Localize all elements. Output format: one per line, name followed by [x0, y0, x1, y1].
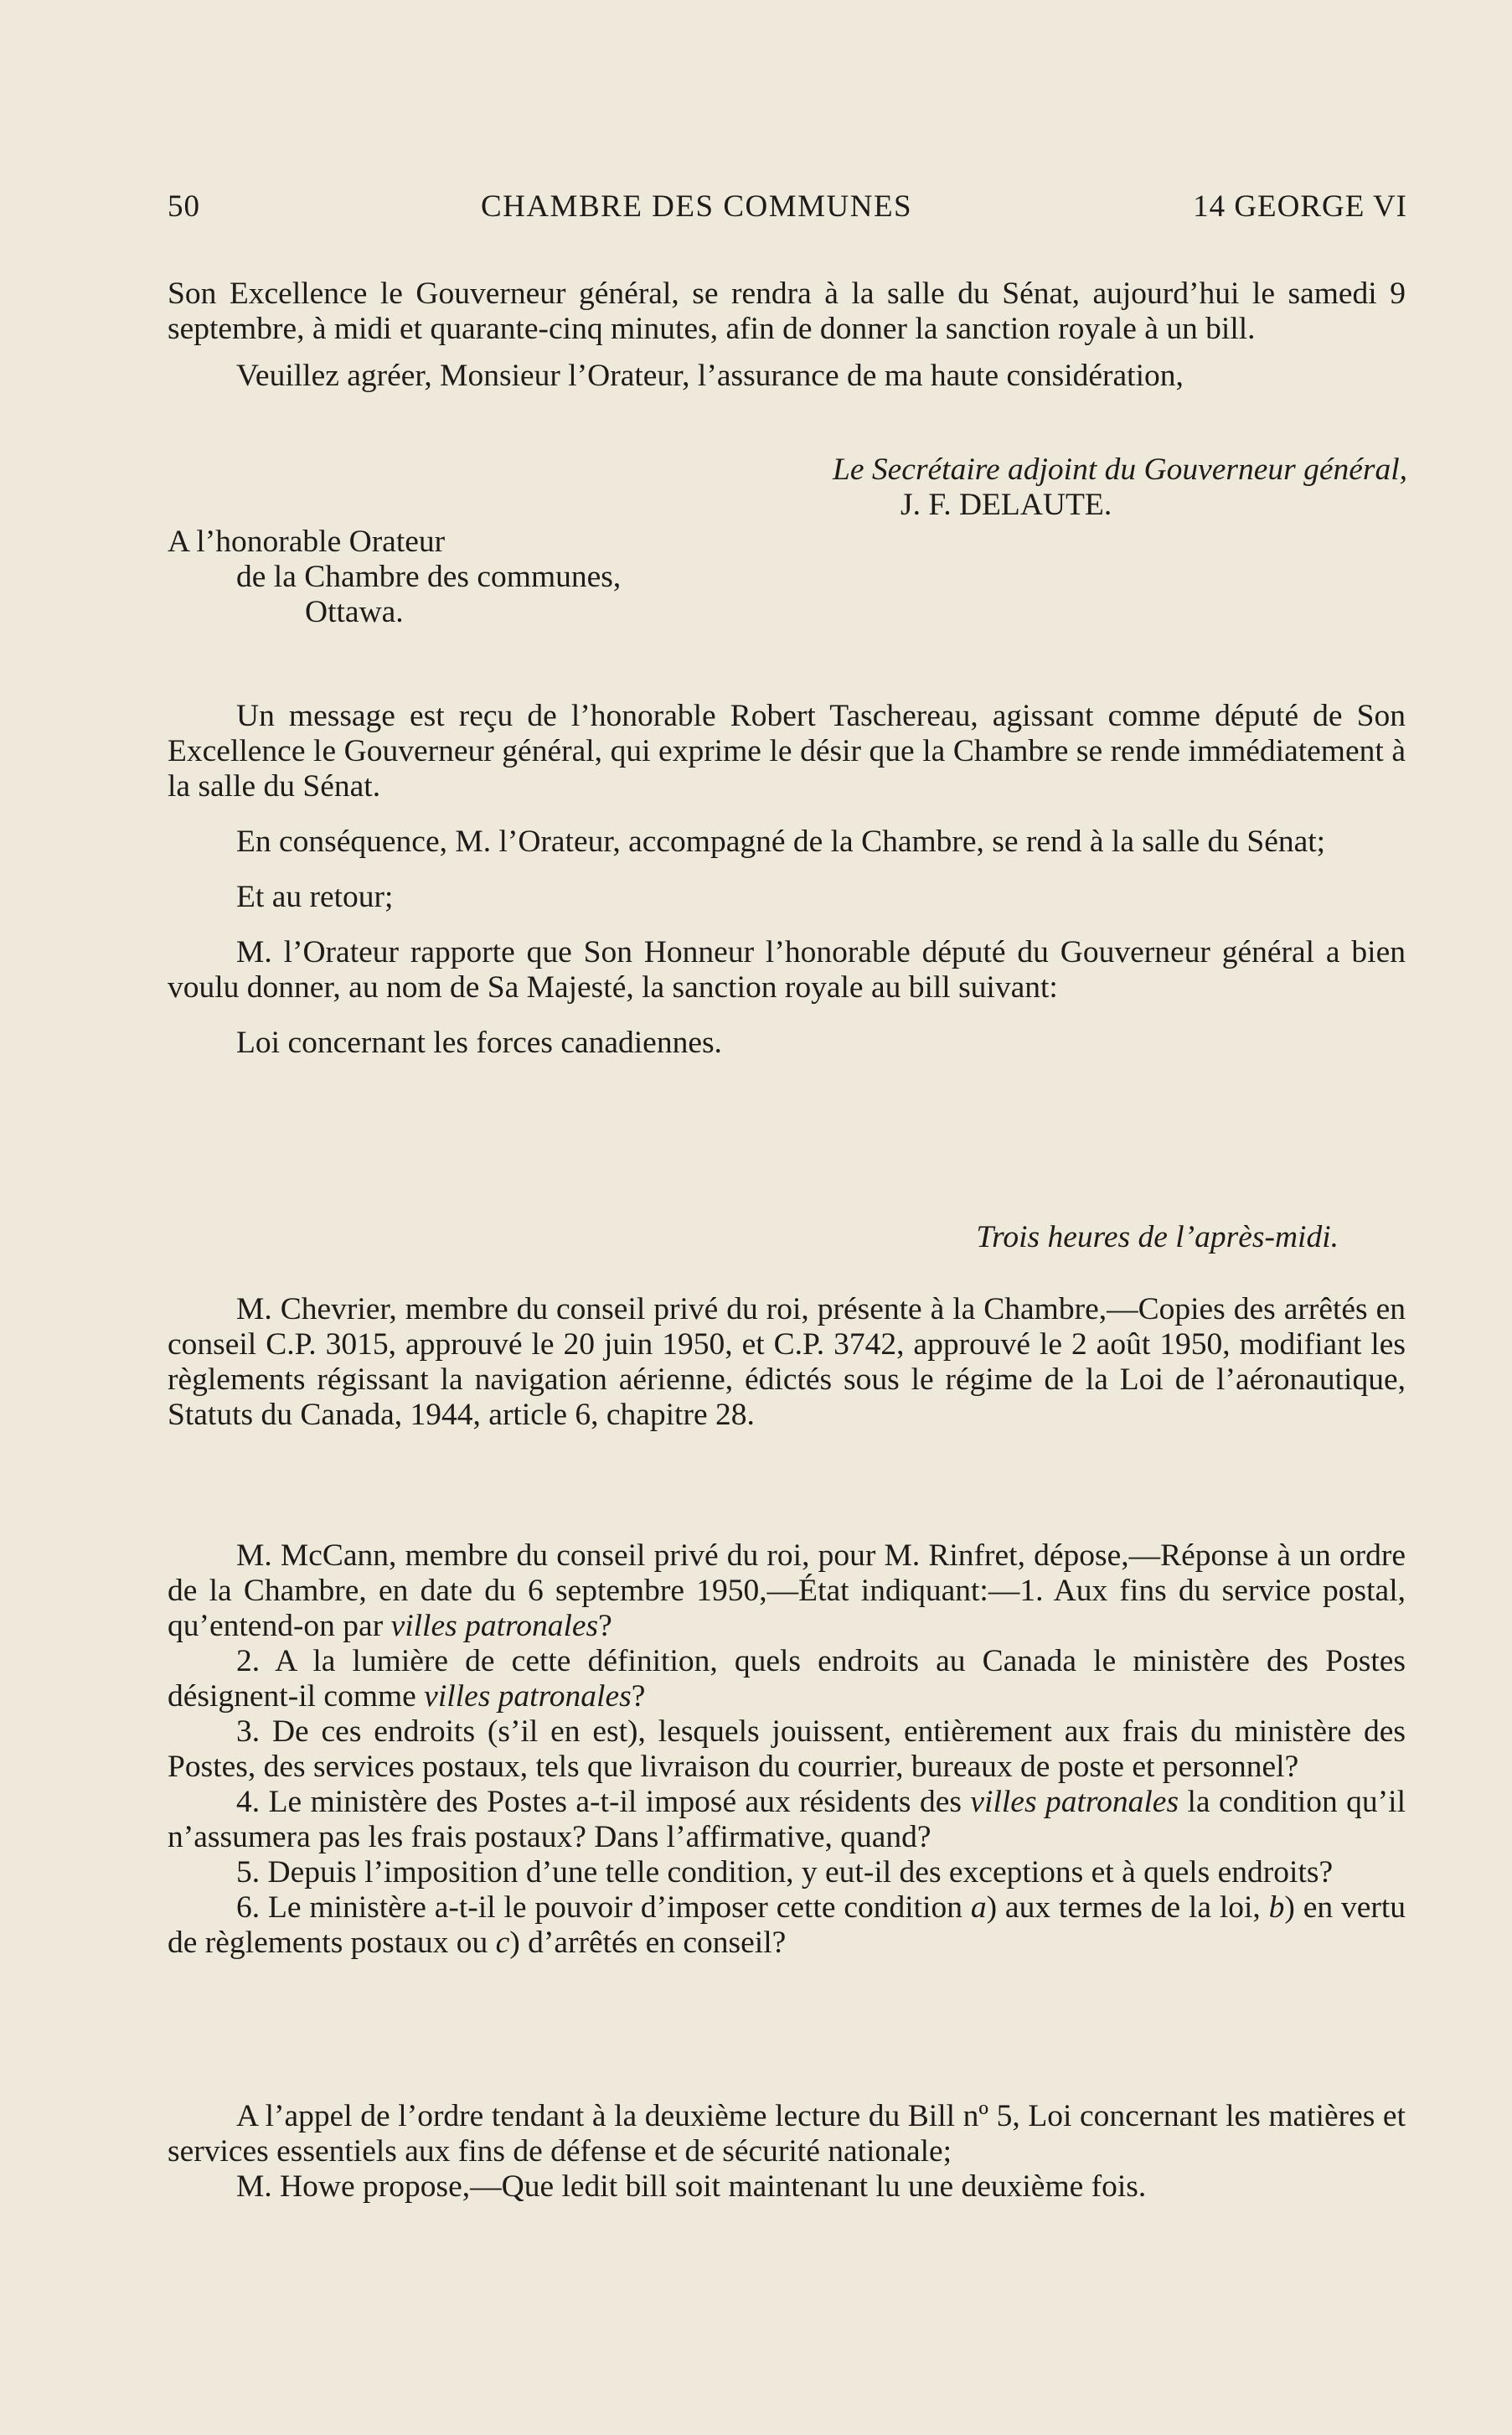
reign-year: 14 GEORGE VI	[1193, 189, 1407, 224]
running-title: CHAMBRE DES COMMUNES	[480, 189, 913, 224]
signature-title: Le Secrétaire adjoint du Gouverneur général,	[833, 452, 1407, 487]
letter-paragraph: Son Excellence le Gouverneur général, se rendra à la salle du Sénat, aujourd’hui le samedi 9 septembre, à midi et quarante-cinq minutes, afin de donner la sanction royale à un bill.	[168, 277, 1406, 346]
question-2: 2. A la lumière de cette définition, quels endroits au Canada le ministère des Postes désignent-il comme villes patronales?	[168, 1644, 1406, 1714]
chevrier-paragraph: M. Chevrier, membre du conseil privé du roi, présente à la Chambre,—Copies des arrêtés en conseil C.P. 3015, approuvé le 20 juin 1950, et C.P. 3742, approuvé le 2 août 1950, modifiant les règlements régissant la navigation aérienne, édictés sous le régime de la Loi de l’aéronautique, Statuts du Canada, 1944, article 6, chapitre 28.	[168, 1292, 1406, 1432]
question-6: 6. Le ministère a-t-il le pouvoir d’imposer cette condition a) aux termes de la loi, b) en vertu de règlements postaux ou c) d’arrêtés en conseil?	[168, 1890, 1406, 1960]
message-paragraph: Et au retour;	[236, 880, 394, 914]
page-number: 50	[168, 189, 200, 224]
letter-body	[168, 277, 1406, 394]
address-line: de la Chambre des communes,	[236, 560, 622, 594]
letter-closing: Veuillez agréer, Monsieur l’Orateur, l’assurance de ma haute considération,	[236, 359, 1184, 393]
address-block	[168, 525, 1406, 630]
message-paragraph: M. l’Orateur rapporte que Son Honneur l’honorable député du Gouverneur général a bien voulu donner, au nom de Sa Majesté, la sanction royale au bill suivant:	[168, 935, 1406, 1005]
address-line: A l’honorable Orateur	[168, 525, 446, 559]
chevrier-entry	[168, 1292, 1406, 1433]
message-paragraph: En conséquence, M. l’Orateur, accompagné de la Chambre, se rend à la salle du Sénat;	[236, 825, 1326, 859]
message-paragraph: Un message est reçu de l’honorable Robert Taschereau, agissant comme député de Son Excellence le Gouverneur général, qui exprime le désir que la Chambre se rende immédiatement à la salle du Sénat.	[168, 699, 1406, 804]
address-line: Ottawa.	[305, 595, 404, 629]
bill-title: Loi concernant les forces canadiennes.	[236, 1026, 722, 1060]
question-3: 3. De ces endroits (s’il en est), lesquels jouissent, entièrement aux frais du ministère des Postes, des services postaux, tels que livraison du courrier, bureaux de poste et personnel?	[168, 1714, 1406, 1784]
bill-reading-entry	[168, 2099, 1406, 2205]
question-4: 4. Le ministère des Postes a-t-il imposé aux résidents des villes patronales la condition qu’il n’assumera pas les frais postaux? Dans l’affirmative, quand?	[168, 1785, 1406, 1854]
signature-block	[653, 452, 1407, 523]
howe-motion: M. Howe propose,—Que ledit bill soit maintenant lu une deuxième fois.	[236, 2169, 1147, 2204]
page-header	[168, 189, 1407, 225]
bill-reading-paragraph: A l’appel de l’ordre tendant à la deuxième lecture du Bill nº 5, Loi concernant les matières et services essentiels aux fins de défense et de sécurité nationale;	[168, 2099, 1406, 2169]
question-5: 5. Depuis l’imposition d’une telle condition, y eut-il des exceptions et à quels endroits?	[236, 1855, 1334, 1890]
mccann-entry	[168, 1538, 1406, 1961]
mccann-intro: M. McCann, membre du conseil privé du roi, pour M. Rinfret, dépose,—Réponse à un ordre de la Chambre, en date du 6 septembre 1950,—État indiquant:—1. Aux fins du service postal, qu’entend-on par villes patronales?	[168, 1538, 1406, 1643]
time-heading: Trois heures de l’après-midi.	[976, 1220, 1339, 1254]
message-section	[168, 699, 1406, 1061]
signature-name: J. F. DELAUTE.	[900, 488, 1112, 522]
